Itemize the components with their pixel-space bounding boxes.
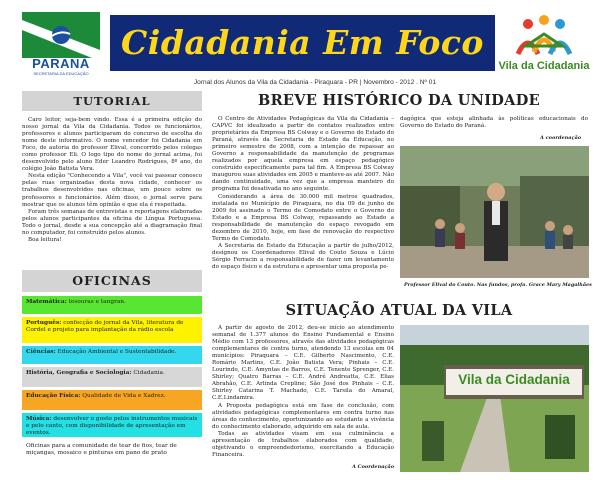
- photo-vila-entrance: [400, 325, 589, 472]
- photo-professor: [400, 146, 589, 278]
- parana-flag-logo: [22, 12, 100, 58]
- historico-paragraph: Considerando a área de 30.000 mil metros quadrados, instalada no Município de Piraquara, no dia 09 de junho de 2009 foi assinado o Termo de Comodato entre o Governo do Estado e a Empresa BS Colway, repassando ao Estado a responsabilidade de manutenção do espaço revogado em dezembro de 2010, hoje, em fase de renovação do respectivo Termo de Comodato.: [212, 193, 394, 242]
- situacao-credit: A Coordenação: [352, 464, 395, 470]
- state-name: PARANÁ: [32, 56, 90, 71]
- tutorial-paragraph: Nesta edição "Conhecendo a Vila", você vai passear conosco pelas ruas organizadas desta nova cidade, conhecer os trabalhos desenvolvidos nas oficinas, um pouco sobre os professores e funcionários. Além disso, o jornal serve para mostrar que os alunos têm opinião e que ela é respeitada.: [22, 173, 202, 208]
- logo-wordmark: Vila da Cidadania: [498, 60, 590, 72]
- historico-paragraph: A Secretaria de Estado da Educação a partir de julho/2012, designou os Coordenadores Elival do Couto Souza e Lúcio Sérgio Ferracin a responsabilidade de fazer um levantamento do espaço físico e da estrutura e apresentar uma proposta pe-: [212, 242, 394, 270]
- situacao-text: [212, 325, 394, 459]
- historico-text-col2: [400, 116, 588, 130]
- oficina-item: Matemática: tesouras e tangran.: [22, 296, 202, 314]
- situacao-paragraph: A Proposta pedagógica está em fase de conclusão, com atividades pedagógicas complementares em contra turno nas áreas do conhecimento, oportunizando ao estudante a vivência do conhecimento elaborado, adquirido em sala de aula.: [212, 402, 394, 430]
- oficina-item: História, Geografia e Sociologia: Cidadania.: [22, 367, 202, 387]
- oficinas-list: [22, 296, 202, 462]
- historico-heading: BREVE HISTÓRICO DA UNIDADE: [258, 92, 540, 109]
- oficina-item: Música: desenvolver o gosto pelos instrumentos musicais e pelo canto, com disponibilidade de apresentação em eventos.: [22, 413, 202, 437]
- state-subtitle: SECRETARIA DA EDUCAÇÃO: [33, 71, 89, 76]
- situacao-heading: SITUAÇÃO ATUAL DA VILA: [285, 302, 513, 319]
- vila-entrance-scene: [400, 325, 589, 472]
- masthead-banner: [110, 15, 495, 71]
- historico-paragraph: O Centro de Atividades Pedagógicas da Vila da Cidadania – CAPVC foi idealizado a partir de contatos realizados entre proprietários da Empresa BS Colway e o Governo do Estado do Paraná, através da Secretaria de Estado da Educação, no primeiro semestre de 2008, com a intenção de repassar ao Governo a responsabilidade da manutenção de programas realizados por aquela empresa em espaço pedagógico construído especificamente para tal fim. A Empresa BS Colway inaugurou suas atividades em 2005 e manteve-as até 2007. Não dando continuidade, uma vez que a empresa manteiro do programa foi desativada no ano seguinte.: [212, 116, 394, 193]
- tutorial-paragraph: Foram três semanas de entrevistas e reportagens elaboradas pelos alunos participantes da oficina de Língua Portuguesa. Todo o jornal, desde a sua concepção até a diagramação final no computador, foi construído pelos alunos.: [22, 208, 202, 236]
- vila-sign-text: Vila da Cidadania: [458, 372, 570, 387]
- situacao-paragraph: A partir de agosto de 2012, deu-se início ao atendimento semanal de 1.377 alunos do Ensino Fundamental e Ensino Médio com 13 professores, através das atividades pedagógicas complementares de contra turno, atendendo 13 escolas em 04 municípios: Piraquara – C.E. Gilberto Nascimento, C.E. Romário Martins, C.E. João Batista Vera; Pinhais – C.E. Lourindo, C.E. Amyntas de Barros, C.E. Tenente Sprenger, C.E. Shirley; Quatro Barras – C.E. André Andreatta, C.E. Elias Abrahão, C.E. Arlinda Crepline; São José dos Pinhais – C.E. Shirley Catarina T. Machado, C.E. Tarsila do Amaral, C.E.Lindamira.: [212, 325, 394, 402]
- vila-cidadania-logo: [504, 6, 582, 68]
- situacao-paragraph: Todas as atividades visam em sua culminância a apresentação de trabalhos elaborados com qualidade, objetivando o empreendedorismo, exercitando a Educação Financeira.: [212, 430, 394, 458]
- oficinas-heading: OFICINAS: [22, 270, 202, 292]
- historico-text-col1: [212, 116, 394, 271]
- tutorial-text: [22, 117, 202, 244]
- historico-credit: A coordenação: [540, 135, 582, 141]
- newspaper-title: Cidadania Em Foco: [121, 23, 484, 62]
- photo-caption: Professor Elival do Couto. Nas fundos, profa. Grace Mary Magalhães: [404, 282, 592, 288]
- historico-paragraph: dagógica que esteja alinhada às políticas educacionais do Governo do Estado do Paraná.: [400, 116, 588, 130]
- tutorial-heading: TUTORIAL: [22, 91, 202, 111]
- tutorial-paragraph: Boa leitura!: [28, 236, 62, 243]
- oficina-item: Educação Física: Qualidade de Vida e Xadrez.: [22, 390, 202, 410]
- newspaper-subline: Jornal dos Alunos da Vila da Cidadania - Piraquara - PR | Novembro - 2012 . Nº 01: [193, 79, 437, 86]
- oficina-item: Ciências: Educação Ambiental e Sustentabilidade.: [22, 346, 202, 364]
- oficina-item: Oficinas para a comunidade de tear de fios, tear de miçangas, mosaico e pinturas em pano de prato: [22, 440, 202, 462]
- oficina-item: Português: confecção do jornal da Vila, literatura de Cordel e projeto para implantação da rádio escola: [22, 317, 202, 343]
- tutorial-paragraph: Caro leitor, seja-bem vindo. Essa é a primeira edição do nosso jornal da Vila da Cidadania. Todos os funcionários, professores e alunos participaram do concurso de escolha do nome deste informativo. O nome vencedor foi Cidadania em Foco, de autoria do professor Elival, concorrido pelos colegas como professor Eli. O logo tipo do nome do jornal acima, foi desenvolvido pelo aluno Eder Leandro Rodrigues, 8º ano, do colégio João Batista Vera.: [22, 117, 202, 173]
